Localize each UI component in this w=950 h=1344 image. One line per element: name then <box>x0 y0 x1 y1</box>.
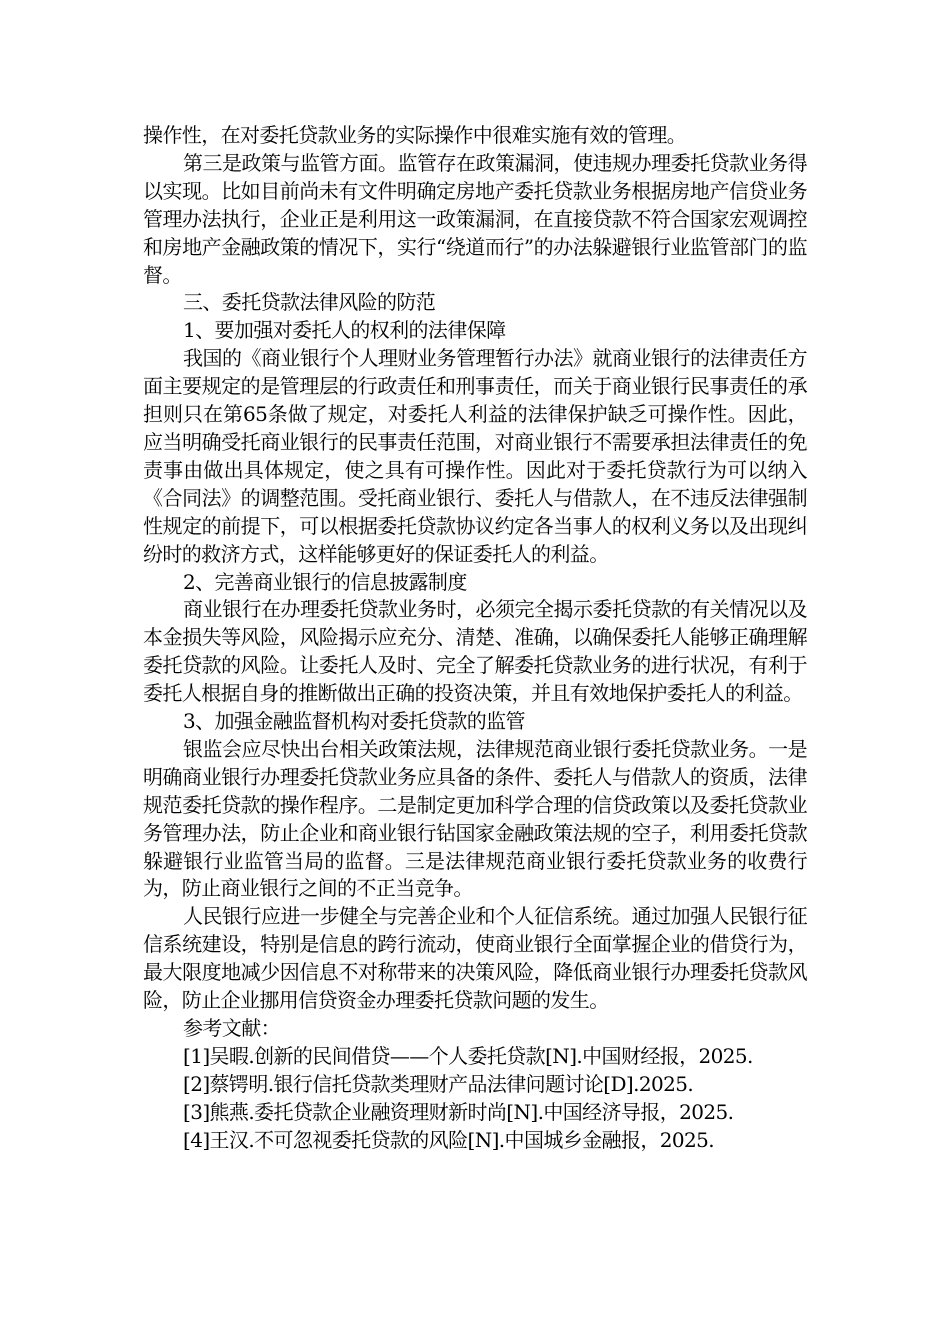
section-heading-risk-prevention: 三、委托贷款法律风险的防范 <box>183 290 436 315</box>
paragraph-legal-protection: 我国的《商业银行个人理财业务管理暂行办法》就商业银行的法律责任方面主要规定的是管理层的行政责任和刑事责任，而关于商业银行民事责任的承担则只在第65条做了规定，对委托人利益的法律保护缺乏可操作性。因此，应当明确受托商业银行的民事责任范围，对商业银行不需要承担法律责任的免责事由做出具体规定，使之具有可操作性。因此对于委托贷款行为可以纳入《合同法》的调整范围。受托商业银行、委托人与借款人，在不违反法律强制性规定的前提下，可以根据委托贷款协议约定各当事人的权利义务以及出现纠纷时的救济方式，这样能够更好的保证委托人的利益。 <box>143 346 807 566</box>
paragraph-disclosure: 商业银行在办理委托贷款业务时，必须完全揭示委托贷款的有关情况以及本金损失等风险，风险揭示应充分、清楚、准确，以确保委托人能够正确理解委托贷款的风险。让委托人及时、完全了解委托贷款业务的进行状况，有利于委托人根据自身的推断做出正确的投资决策，并且有效地保护委托人的利益。 <box>143 597 807 706</box>
reference-item: [4]王汉.不可忽视委托贷款的风险[N].中国城乡金融报，2025. <box>183 1127 715 1152</box>
subheading-supervision: 3、加强金融监督机构对委托贷款的监管 <box>183 709 525 734</box>
subheading-legal-protection: 1、要加强对委托人的权利的法律保障 <box>183 318 506 343</box>
document-body <box>143 122 807 1155</box>
paragraph-continuation: 操作性，在对委托贷款业务的实际操作中很难实施有效的管理。 <box>143 123 687 147</box>
references-heading: 参考文献： <box>183 1016 280 1040</box>
reference-item: [1]吴暇.创新的民间借贷——个人委托贷款[N].中国财经报，2025. <box>183 1043 753 1068</box>
subheading-disclosure: 2、完善商业银行的信息披露制度 <box>183 569 467 594</box>
paragraph-pboc: 人民银行应进一步健全与完善企业和个人征信系统。通过加强人民银行征信系统建设，特别是信息的跨行流动，使商业银行全面掌握企业的借贷行为，最大限度地减少因信息不对称带来的决策风险，降低商业银行办理委托贷款风险，防止企业挪用信贷资金办理委托贷款问题的发生。 <box>143 904 807 1013</box>
reference-item: [3]熊燕.委托贷款企业融资理财新时尚[N].中国经济导报，2025. <box>183 1099 734 1124</box>
reference-item: [2]蔡锷明.银行信托贷款类理财产品法律问题讨论[D].2025. <box>183 1071 694 1096</box>
paragraph-cbrc: 银监会应尽快出台相关政策法规，法律规范商业银行委托贷款业务。一是明确商业银行办理委托贷款业务应具备的条件、委托人与借款人的资质，法律规范委托贷款的操作程序。二是制定更加科学合理的信贷政策以及委托贷款业务管理办法，防止企业和商业银行钻国家金融政策法规的空子，利用委托贷款躲避银行业监管当局的监督。三是法律规范商业银行委托贷款业务的收费行为，防止商业银行之间的不正当竞争。 <box>143 736 807 901</box>
paragraph-policy-supervision: 第三是政策与监管方面。监管存在政策漏洞，使违规办理委托贷款业务得以实现。比如目前尚未有文件明确定房地产委托贷款业务根据房地产信贷业务管理办法执行，企业正是利用这一政策漏洞，在直接贷款不符合国家宏观调控和房地产金融政策的情况下，实行“绕道而行”的办法躲避银行业监管部门的监督。 <box>143 150 807 287</box>
